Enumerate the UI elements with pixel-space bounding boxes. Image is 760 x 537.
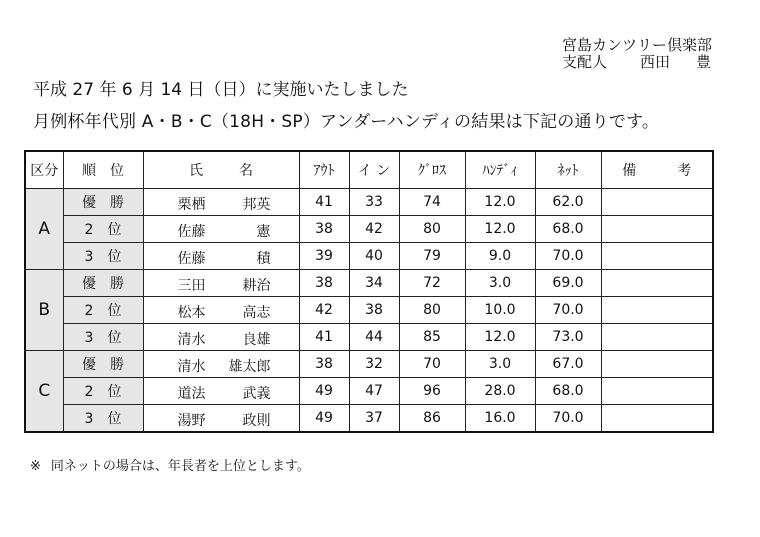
handicap-cell: 9.0 [465, 243, 535, 270]
club-name: 宮島カンツリー倶楽部 [562, 36, 713, 54]
name-cell [143, 297, 299, 324]
given-name: 憲 [256, 224, 271, 240]
remark-cell [601, 270, 713, 297]
net-score-cell: 68.0 [535, 216, 601, 243]
remark-cell [601, 405, 713, 433]
surname: 松本 [177, 305, 206, 321]
division-header: 区分 [25, 151, 63, 189]
table-row [25, 216, 713, 243]
in-header: イ ン [349, 151, 399, 189]
manager-line [562, 54, 712, 71]
out-score-cell: 49 [299, 405, 349, 433]
remark-cell [601, 297, 713, 324]
gross-score-cell: 79 [399, 243, 465, 270]
remark-cell [601, 324, 713, 351]
rank-cell: 優 勝 [63, 351, 143, 378]
surname: 湯野 [177, 413, 206, 429]
surname: 佐藤 [177, 251, 206, 267]
gross-score-cell: 85 [399, 324, 465, 351]
rank-cell: 優 勝 [63, 270, 143, 297]
results-body [25, 189, 713, 433]
name-cell [143, 270, 299, 297]
manager-surname: 西田 [640, 53, 671, 71]
remark-cell [601, 216, 713, 243]
rank-cell: 3 位 [63, 243, 143, 270]
name-header [143, 151, 299, 189]
gross-score-cell: 80 [399, 297, 465, 324]
footnote [30, 455, 310, 474]
remark-header-first: 備 [622, 163, 637, 179]
out-score-cell: 49 [299, 378, 349, 405]
name-cell [143, 405, 299, 433]
given-name: 高志 [242, 305, 271, 321]
given-name: 耕治 [242, 278, 271, 294]
results-table [24, 150, 714, 433]
net-score-cell: 70.0 [535, 243, 601, 270]
surname: 清水 [177, 359, 206, 375]
name-cell [143, 378, 299, 405]
rank-cell: 2 位 [63, 297, 143, 324]
table-row [25, 189, 713, 216]
handicap-cell: 28.0 [465, 378, 535, 405]
net-score-cell: 70.0 [535, 297, 601, 324]
name-cell [143, 243, 299, 270]
net-score-cell: 68.0 [535, 378, 601, 405]
gross-score-cell: 86 [399, 405, 465, 433]
organization-block [562, 37, 712, 71]
handicap-cell: 12.0 [465, 216, 535, 243]
gross-score-cell: 74 [399, 189, 465, 216]
handicap-cell: 12.0 [465, 324, 535, 351]
name-header-first: 氏 [189, 163, 203, 179]
header-row [25, 151, 713, 189]
table-row [25, 270, 713, 297]
gross-header: ｸﾞﾛｽ [399, 151, 465, 189]
name-cell [143, 189, 299, 216]
in-score-cell: 34 [349, 270, 399, 297]
surname: 佐藤 [177, 224, 206, 240]
table-row [25, 324, 713, 351]
surname: 栗栖 [177, 197, 206, 213]
division-cell: B [25, 270, 63, 351]
handicap-cell: 3.0 [465, 351, 535, 378]
given-name: 邦英 [242, 197, 271, 213]
table-row [25, 297, 713, 324]
rank-cell: 2 位 [63, 216, 143, 243]
in-score-cell: 44 [349, 324, 399, 351]
out-score-cell: 38 [299, 216, 349, 243]
out-header: ｱｳﾄ [299, 151, 349, 189]
net-score-cell: 73.0 [535, 324, 601, 351]
table-row [25, 243, 713, 270]
name-cell [143, 324, 299, 351]
manager-given-name: 豊 [696, 53, 712, 71]
rank-cell: 2 位 [63, 378, 143, 405]
in-score-cell: 47 [349, 378, 399, 405]
name-cell [143, 351, 299, 378]
name-header-second: 名 [239, 163, 253, 179]
remark-header-second: 考 [677, 163, 692, 179]
net-score-cell: 67.0 [535, 351, 601, 378]
note-mark: ※ [30, 459, 41, 474]
given-name: 武義 [242, 386, 271, 402]
remark-cell [601, 378, 713, 405]
handicap-cell: 3.0 [465, 270, 535, 297]
rank-cell: 3 位 [63, 405, 143, 433]
out-score-cell: 41 [299, 189, 349, 216]
table-row [25, 351, 713, 378]
name-cell [143, 216, 299, 243]
gross-score-cell: 72 [399, 270, 465, 297]
remark-cell [601, 243, 713, 270]
given-name: 雄太郎 [228, 359, 271, 375]
out-score-cell: 38 [299, 351, 349, 378]
note-text: 同ネットの場合は、年長者を上位とします。 [50, 459, 310, 474]
in-score-cell: 32 [349, 351, 399, 378]
handicap-cell: 10.0 [465, 297, 535, 324]
in-score-cell: 40 [349, 243, 399, 270]
net-score-cell: 69.0 [535, 270, 601, 297]
surname: 清水 [177, 332, 206, 348]
out-score-cell: 41 [299, 324, 349, 351]
rank-cell: 3 位 [63, 324, 143, 351]
gross-score-cell: 96 [399, 378, 465, 405]
gross-score-cell: 80 [399, 216, 465, 243]
given-name: 良雄 [242, 332, 271, 348]
remark-cell [601, 351, 713, 378]
handicap-cell: 12.0 [465, 189, 535, 216]
in-score-cell: 42 [349, 216, 399, 243]
rank-header: 順 位 [63, 151, 143, 189]
net-header: ﾈｯﾄ [535, 151, 601, 189]
handicap-cell: 16.0 [465, 405, 535, 433]
event-date-line: 平成 27 年 6 月 14 日（日）に実施いたしました [33, 80, 409, 100]
surname: 三田 [177, 278, 206, 294]
given-name: 積 [256, 251, 271, 267]
division-cell: A [25, 189, 63, 270]
out-score-cell: 39 [299, 243, 349, 270]
remark-header [601, 151, 713, 189]
surname: 道法 [177, 386, 206, 402]
handicap-header: ﾊﾝﾃﾞｨ [465, 151, 535, 189]
in-score-cell: 38 [349, 297, 399, 324]
gross-score-cell: 70 [399, 351, 465, 378]
out-score-cell: 38 [299, 270, 349, 297]
results-intro-line: 月例杯年代別 A・B・C（18H・SP）アンダーハンディの結果は下記の通りです。 [33, 112, 660, 132]
table-row [25, 378, 713, 405]
out-score-cell: 42 [299, 297, 349, 324]
in-score-cell: 37 [349, 405, 399, 433]
net-score-cell: 62.0 [535, 189, 601, 216]
rank-cell: 優 勝 [63, 189, 143, 216]
given-name: 政則 [242, 413, 271, 429]
remark-cell [601, 189, 713, 216]
table-row [25, 405, 713, 433]
net-score-cell: 70.0 [535, 405, 601, 433]
division-cell: C [25, 351, 63, 433]
manager-role: 支配人 [562, 53, 608, 71]
in-score-cell: 33 [349, 189, 399, 216]
